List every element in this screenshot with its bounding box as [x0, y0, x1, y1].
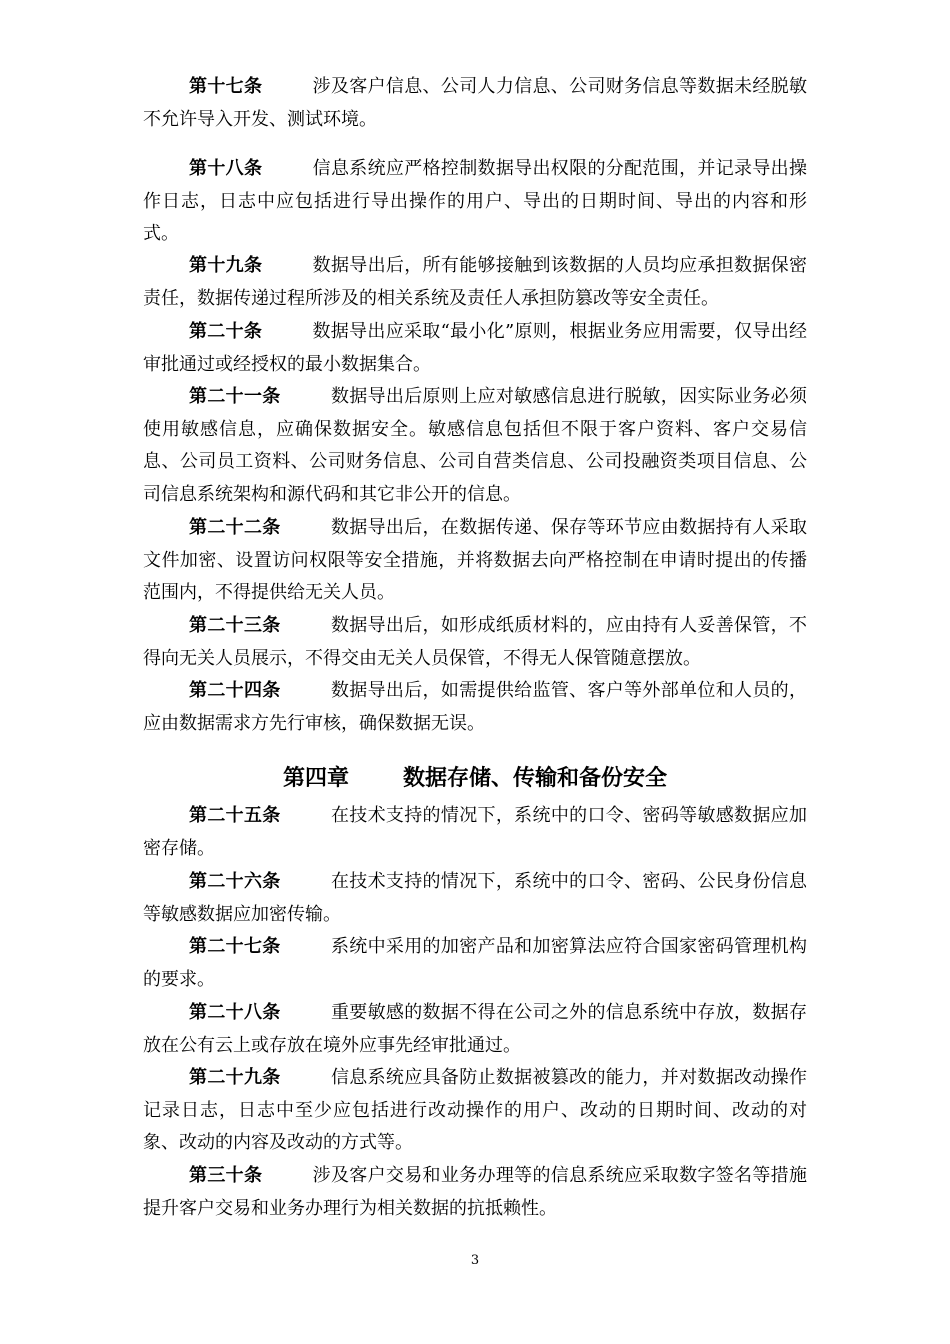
article-29 [143, 1062, 807, 1160]
article-number: 第十七条 [189, 76, 263, 97]
article-number: 第十八条 [189, 158, 263, 179]
article-21 [143, 381, 807, 511]
article-20 [143, 316, 807, 381]
article-number: 第二十九条 [189, 1067, 281, 1088]
chapter-heading [143, 760, 807, 796]
article-text: 重要敏感的数据不得在公司之外的信息系统中存放，数据存放在公有云上或存放在境外应事先经审批通过。 [143, 1002, 808, 1056]
article-22 [143, 512, 807, 610]
article-number: 第二十七条 [189, 936, 281, 957]
article-text: 在技术支持的情况下，系统中的口令、密码、公民身份信息等敏感数据应加密传输。 [143, 871, 808, 925]
article-number: 第二十六条 [189, 871, 281, 892]
article-text: 涉及客户交易和业务办理等的信息系统应采取数字签名等措施提升客户交易和业务办理行为相关数据的抗抵赖性。 [143, 1165, 808, 1219]
article-number: 第十九条 [189, 255, 263, 276]
article-19 [143, 250, 807, 315]
article-text: 系统中采用的加密产品和加密算法应符合国家密码管理机构的要求。 [143, 936, 808, 990]
article-25 [143, 800, 807, 865]
article-27 [143, 931, 807, 996]
article-number: 第二十八条 [189, 1002, 281, 1023]
article-text: 信息系统应具备防止数据被篡改的能力，并对数据改动操作记录日志，日志中至少应包括进行改动操作的用户、改动的日期时间、改动的对象、改动的内容及改动的方式等。 [143, 1067, 808, 1153]
chapter-title: 数据存储、传输和备份安全 [403, 765, 668, 791]
article-number: 第二十五条 [189, 805, 281, 826]
article-23 [143, 610, 807, 675]
article-17 [143, 71, 807, 136]
article-text: 数据导出后，如需提供给监管、客户等外部单位和人员的，应由数据需求方先行审核，确保数据无误。 [143, 680, 808, 734]
article-text: 数据导出后原则上应对敏感信息进行脱敏，因实际业务必须使用敏感信息，应确保数据安全。敏感信息包括但不限于客户资料、客户交易信息、公司员工资料、公司财务信息、公司自营类信息、公司投融资类项目信息、公司信息系统架构和源代码和其它非公开的信息。 [143, 386, 808, 505]
chapter-number: 第四章 [282, 765, 349, 791]
article-26 [143, 866, 807, 931]
article-number: 第三十条 [189, 1165, 263, 1186]
article-30 [143, 1160, 807, 1225]
article-text: 数据导出后，所有能够接触到该数据的人员均应承担数据保密责任，数据传递过程所涉及的相关系统及责任人承担防篡改等安全责任。 [143, 255, 808, 309]
article-text: 信息系统应严格控制数据导出权限的分配范围，并记录导出操作日志，日志中应包括进行导出操作的用户、导出的日期时间、导出的内容和形式。 [143, 158, 808, 244]
article-24 [143, 675, 807, 740]
article-text: 数据导出后，如形成纸质材料的，应由持有人妥善保管，不得向无关人员展示，不得交由无关人员保管，不得无人保管随意摆放。 [143, 615, 808, 669]
article-text: 涉及客户信息、公司人力信息、公司财务信息等数据未经脱敏不允许导入开发、测试环境。 [143, 76, 808, 130]
article-number: 第二十二条 [189, 517, 281, 538]
article-number: 第二十条 [189, 321, 263, 342]
article-text: 数据导出后，在数据传递、保存等环节应由数据持有人采取文件加密、设置访问权限等安全措施，并将数据去向严格控制在申请时提出的传播范围内，不得提供给无关人员。 [143, 517, 808, 603]
article-number: 第二十一条 [189, 386, 281, 407]
page-number: 3 [470, 1253, 480, 1268]
article-number: 第二十四条 [189, 680, 281, 701]
article-text: 在技术支持的情况下，系统中的口令、密码等敏感数据应加密存储。 [143, 805, 808, 859]
article-18 [143, 153, 807, 251]
article-text: 数据导出应采取“最小化”原则，根据业务应用需要，仅导出经审批通过或经授权的最小数据集合。 [143, 321, 807, 375]
article-28 [143, 997, 807, 1062]
article-number: 第二十三条 [189, 615, 281, 636]
